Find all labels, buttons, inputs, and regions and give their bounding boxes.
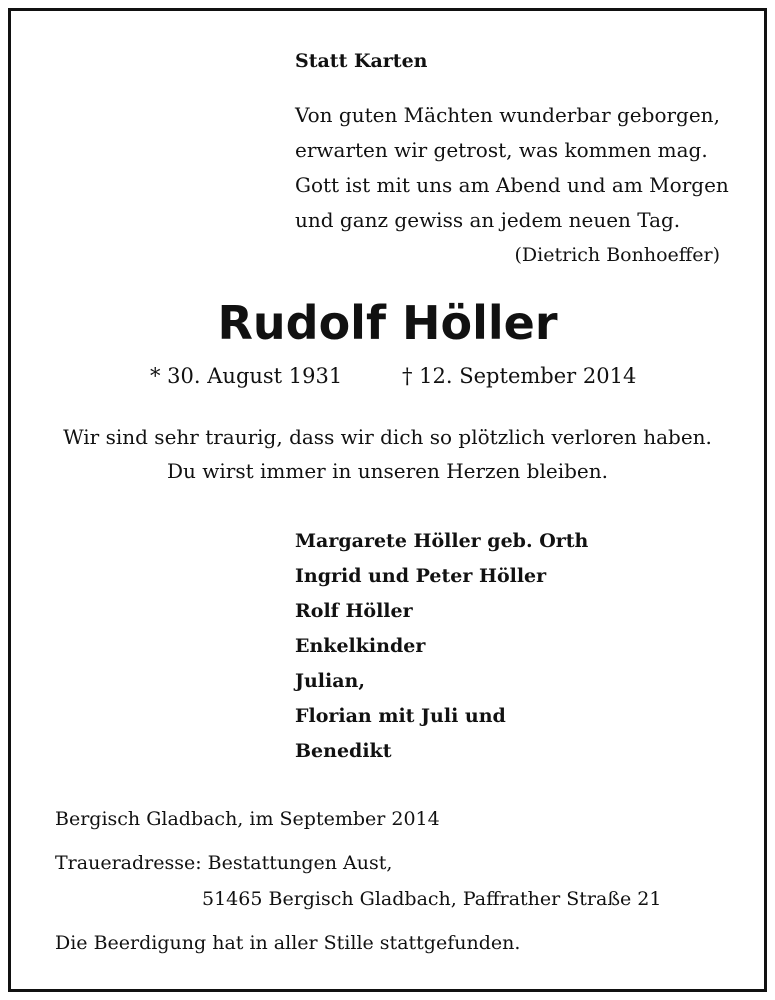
mourning-address-line-1: Traueradresse: Bestattungen Aust, [55,852,393,874]
place-date: Bergisch Gladbach, im September 2014 [55,808,440,830]
poem-line-3: Gott ist mit uns am Abend und am Morgen [295,173,729,197]
death-date: † 12. September 2014 [402,364,637,388]
header-statt-karten: Statt Karten [295,50,428,72]
family-member: Julian, [295,670,365,692]
funeral-note: Die Beerdigung hat in aller Stille stattgefunden. [55,932,521,954]
message-line-2: Du wirst immer in unseren Herzen bleiben. [167,459,608,483]
family-member: Benedikt [295,740,392,762]
poem-line-4: und ganz gewiss an jedem neuen Tag. [295,208,681,232]
deceased-name: Rudolf Höller [217,296,558,350]
family-member: Florian mit Juli und [295,705,506,727]
message-line-1: Wir sind sehr traurig, dass wir dich so plötzlich verloren haben. [63,425,712,449]
poem-line-2: erwarten wir getrost, was kommen mag. [295,138,708,162]
family-member: Enkelkinder [295,635,426,657]
family-member: Rolf Höller [295,600,413,622]
mourning-address-line-2: 51465 Bergisch Gladbach, Paffrather Straße 21 [202,888,662,910]
family-member: Ingrid und Peter Höller [295,565,547,587]
poem-author: (Dietrich Bonhoeffer) [514,244,720,266]
birth-date: * 30. August 1931 [150,364,343,388]
family-member: Margarete Höller geb. Orth [295,530,589,552]
poem-line-1: Von guten Mächten wunderbar geborgen, [295,103,720,127]
